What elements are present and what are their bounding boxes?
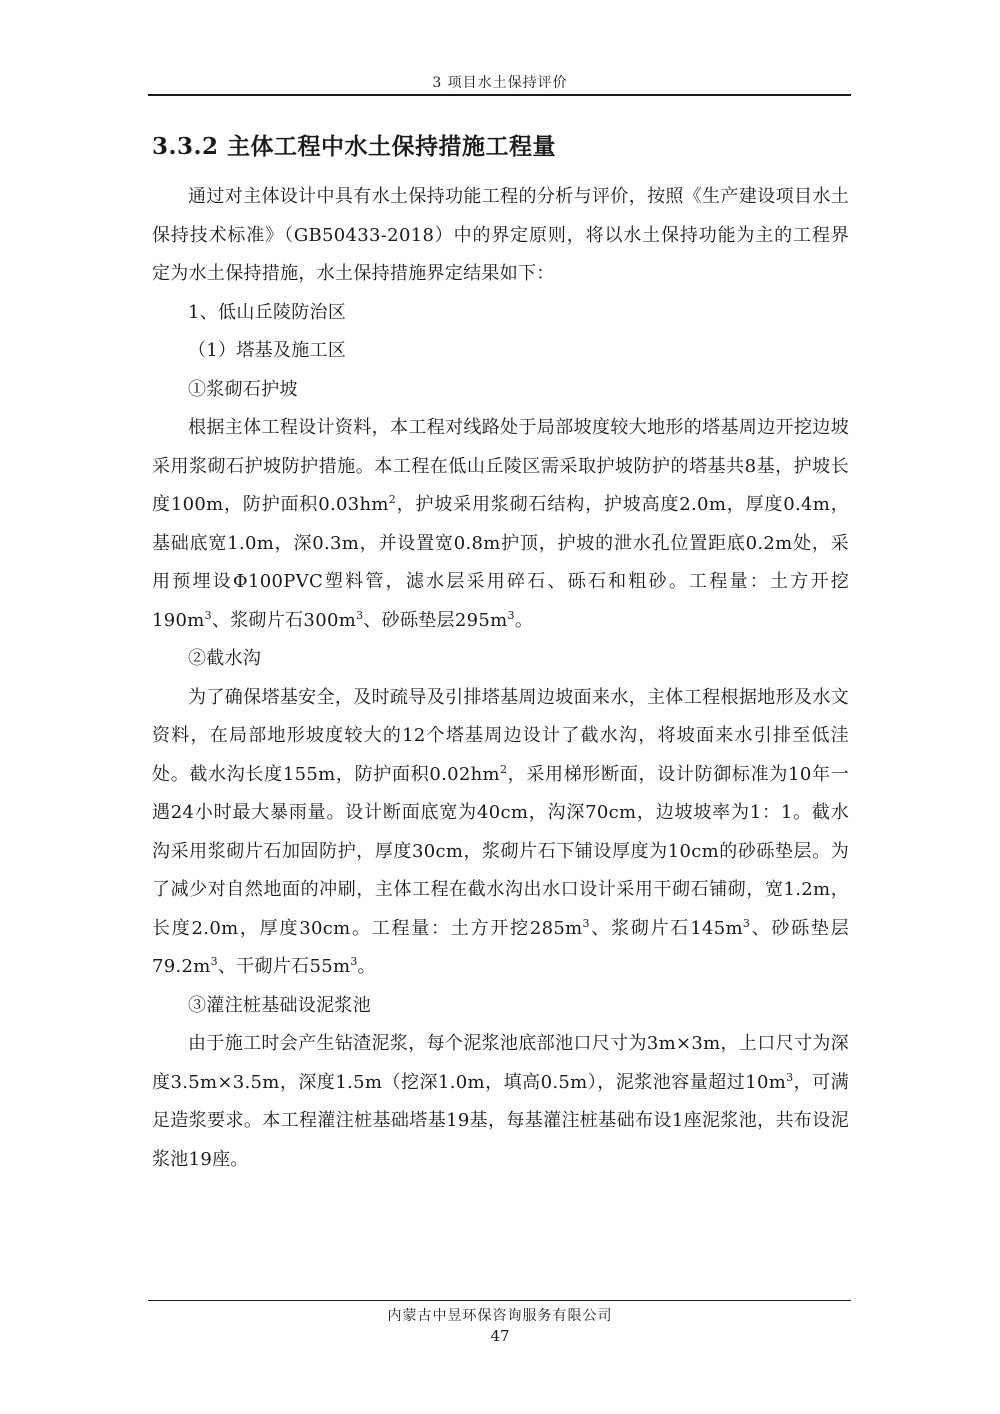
page-body bbox=[152, 128, 849, 1179]
running-header: 3 项目水土保持评价 bbox=[432, 75, 568, 91]
measure-2-paragraph: 为了确保塔基安全，及时疏导及引排塔基周边坡面来水，主体工程根据地形及水文资料，在局部地形坡度较大的12个塔基周边设计了截水沟，将坡面来水引排至低洼处。截水沟长度155m，防护面积$0.02hm^2$，采用梯形断面，设计防御标准为10年一遇24小时最大暴雨量。设计断面底宽为40cm，沟深70cm，边坡坡率为1：1。截水沟采用浆砌片石加固防护，厚度30cm，浆砌片石下铺设厚度为10cm的砂砾垫层。为了减少对自然地面的冲刷，主体工程在截水沟出水口设计采用干砌石铺砌，宽1.2m，长度2.0m，厚度30cm。工程量：土方开挖$285m^3$、浆砌片石$145m^3$、砂砾垫层$79.2m^3$、干砌片石$55m^3$。 bbox=[152, 686, 850, 977]
measure-1-paragraph: 根据主体工程设计资料，本工程对线路处于局部坡度较大地形的塔基周边开挖边坡采用浆砌石护坡防护措施。本工程在低山丘陵区需采取护坡防护的塔基共8基，护坡长度100m，防护面积$0.03hm^2$，护坡采用浆砌石结构，护坡高度2.0m，厚度0.4m，基础底宽1.0m，深0.3m，并设置宽0.8m护顶，护坡的泄水孔位置距底0.2m处，采用预埋设Φ100PVC塑料管，滤水层采用碎石、砾石和粗砂。工程量：土方开挖$190m^3$、浆砌片石$300m^3$、砂砾垫层$295m^3$。 bbox=[152, 417, 849, 631]
measure-1-title: ①浆砌石护坡 bbox=[188, 378, 298, 400]
measure-3-paragraph: 由于施工时会产生钻渣泥浆，每个泥浆池底部池口尺寸为3m×3m，上口尺寸为深度3.5m×3.5m，深度1.5m（挖深1.0m，填高0.5m），泥浆池容量超过$10m^3$，可满足造浆要求。本工程灌注桩基础塔基19基，每基灌注桩基础布设1座泥浆池，共布设泥浆池19座。 bbox=[152, 1033, 849, 1170]
footer-company: 内蒙古中昱环保咨询服务有限公司 bbox=[387, 1308, 613, 1324]
footer-divider bbox=[148, 1300, 851, 1301]
section-title: 3.3.2 主体工程中水土保持措施工程量 bbox=[152, 133, 557, 160]
intro-paragraph: 通过对主体设计中具有水土保持功能工程的分析与评价，按照《生产建设项目水土保持技术标准》（GB50433-2018）中的界定原则，将以水土保持功能为主的工程界定为水土保持措施，水土保持措施界定结果如下： bbox=[152, 186, 849, 284]
measure-2-title: ②截水沟 bbox=[188, 648, 262, 669]
page-number: 47 bbox=[490, 1327, 510, 1345]
header-divider bbox=[148, 94, 851, 96]
zone-heading: 1、低山丘陵防治区 bbox=[188, 301, 347, 323]
subzone-heading: （1）塔基及施工区 bbox=[188, 340, 347, 361]
measure-3-title: ③灌注桩基础设泥浆池 bbox=[188, 994, 371, 1016]
